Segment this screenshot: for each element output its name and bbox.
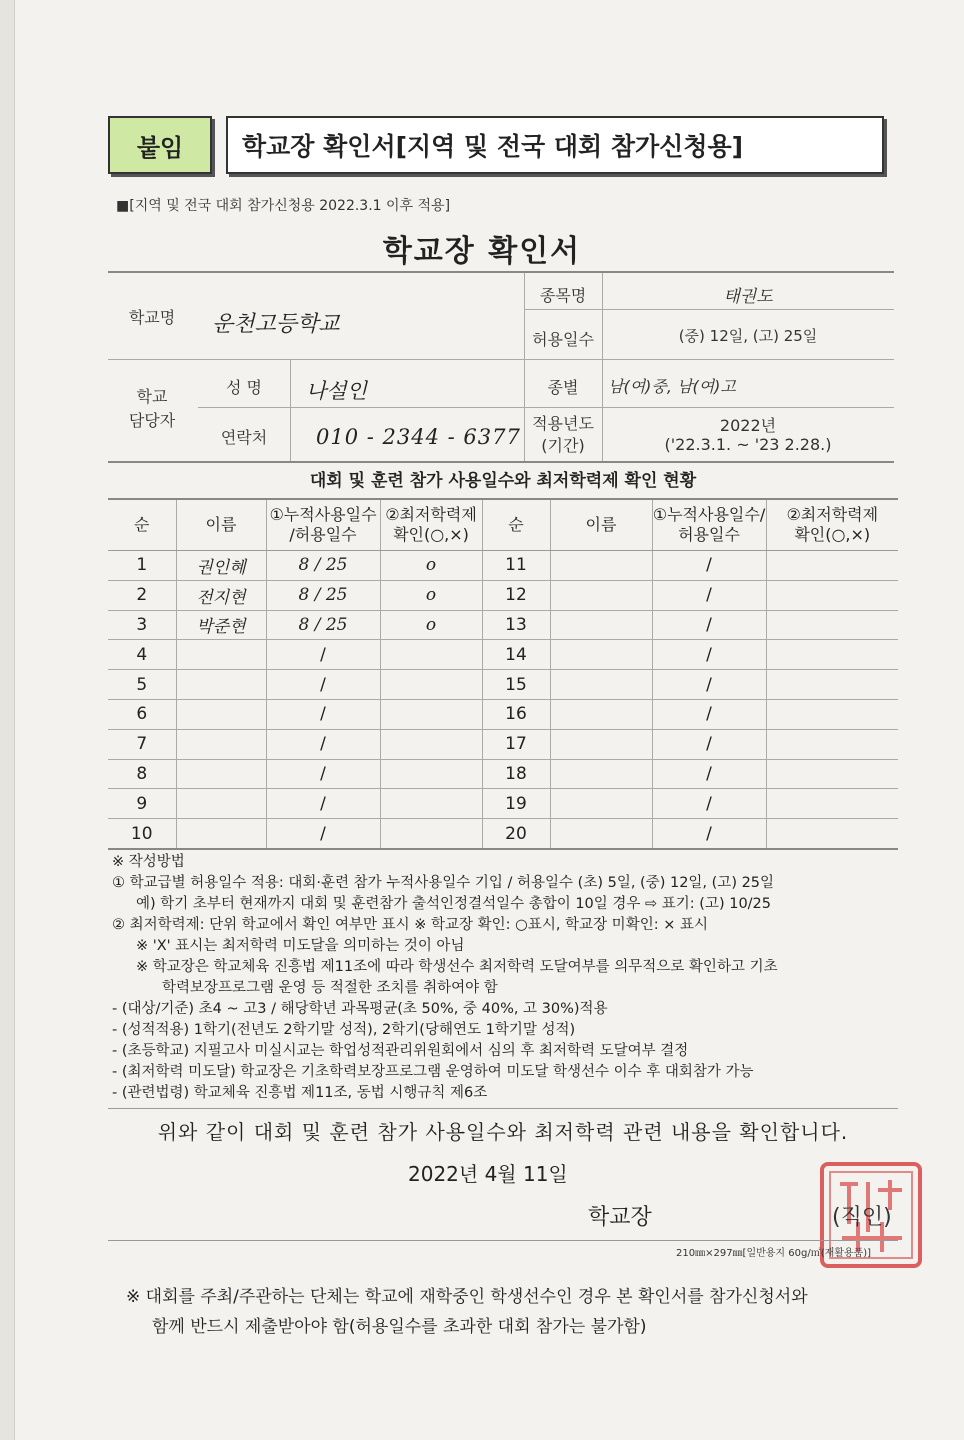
contact-value: 010 - 2344 - 6377 — [316, 425, 521, 449]
table-row — [108, 610, 898, 640]
row-number: 1 — [108, 551, 176, 581]
row-number-right: 13 — [482, 610, 550, 640]
note-example: 예) 학기 초부터 현재까지 대회 및 훈련참가 출석인정결석일수 총합이 10일 경우 ⇨ 표기: (고) 10/25 — [136, 896, 772, 912]
row-number-right: 16 — [482, 699, 550, 729]
academic-check — [380, 729, 482, 759]
table-row — [108, 789, 898, 819]
row-number: 9 — [108, 789, 176, 819]
gender-label: 종별 — [547, 378, 579, 397]
row-number-right: 19 — [482, 789, 550, 819]
allowed-days-value: (중) 12일, (고) 25일 — [678, 327, 818, 345]
row-number: 8 — [108, 759, 176, 789]
row-number-right: 17 — [482, 729, 550, 759]
athlete-name-right — [550, 729, 652, 759]
header-title: 학교장 확인서[지역 및 전국 대회 참가신청용] — [226, 116, 884, 174]
academic-check: o — [380, 551, 482, 581]
cumulative-days-right: / — [652, 610, 766, 640]
academic-check — [380, 759, 482, 789]
athlete-name — [176, 640, 266, 670]
footer-note — [126, 1282, 886, 1342]
page-edge — [0, 0, 15, 1440]
period-year: 2022년 — [719, 416, 777, 435]
athlete-name — [176, 670, 266, 700]
academic-check-right — [766, 610, 898, 640]
row-number-right: 11 — [482, 551, 550, 581]
header-name-right: 이름 — [550, 499, 652, 551]
athlete-name-right — [550, 580, 652, 610]
usage-table — [108, 498, 898, 850]
note-principal-duty-cont: 학력보장프로그램 운영 등 적절한 조치를 취하여야 함 — [162, 980, 498, 996]
academic-check-right — [766, 640, 898, 670]
note-related-law: - (관련법령) 학교체육 진흥법 제11조, 동법 시행규칙 제6조 — [112, 1085, 488, 1101]
academic-check-right — [766, 789, 898, 819]
academic-check-right — [766, 699, 898, 729]
row-number-right: 18 — [482, 759, 550, 789]
athlete-name — [176, 699, 266, 729]
signed-date: 2022년 4월 11일 — [408, 1162, 568, 1186]
footer-line-1: ※ 대회를 주최/주관하는 단체는 학교에 재학중인 학생선수인 경우 본 확인서를 참가신청서와 — [126, 1287, 808, 1307]
header-no: 순 — [108, 499, 176, 551]
table-row — [108, 640, 898, 670]
header-days-right: ①누적사용일수/ 허용일수 — [652, 499, 766, 551]
note-target: - (대상/기준) 초4 ~ 고3 / 해당학년 과목평균(초 50%, 중 40%, 고 30%)적용 — [112, 1001, 608, 1017]
academic-check: o — [380, 580, 482, 610]
period-label: 적용년도 (기간) — [532, 414, 594, 455]
footer-line-2: 함께 반드시 제출받아야 함(허용일수를 초과한 대회 참가는 불가함) — [152, 1317, 647, 1337]
cumulative-days-right: / — [652, 699, 766, 729]
note-principal-duty: ※ 학교장은 학교체육 진흥법 제11조에 따라 학생선수 최저학력 도달여부를 의무적으로 확인하고 기초 — [136, 959, 778, 975]
academic-check — [380, 670, 482, 700]
section-title: 대회 및 훈련 참가 사용일수와 최저학력제 확인 현황 — [309, 471, 697, 491]
athlete-name: 전지현 — [176, 580, 266, 610]
header-no-right: 순 — [482, 499, 550, 551]
divider — [108, 1108, 898, 1109]
note-minimum-academic: ② 최저학력제: 단위 학교에서 확인 여부만 표시 ※ 학교장 확인: ○표시, 학교장 미확인: × 표시 — [112, 917, 708, 933]
athlete-name — [176, 729, 266, 759]
name-label: 성 명 — [226, 378, 262, 397]
athlete-name-right — [550, 551, 652, 581]
academic-check — [380, 789, 482, 819]
row-number-right: 20 — [482, 819, 550, 849]
academic-check-right — [766, 729, 898, 759]
academic-check — [380, 819, 482, 849]
contact-label: 연락처 — [220, 428, 268, 447]
academic-check-right — [766, 670, 898, 700]
sport-value: 태권도 — [723, 287, 773, 307]
athlete-name — [176, 789, 266, 819]
cumulative-days-right: / — [652, 551, 766, 581]
cumulative-days: / — [266, 670, 380, 700]
cumulative-days: / — [266, 789, 380, 819]
header-days: ①누적사용일수 /허용일수 — [266, 499, 380, 551]
school-value: 운천고등학교 — [212, 312, 340, 337]
athlete-name-right — [550, 759, 652, 789]
confirmation-text: 위와 같이 대회 및 훈련 참가 사용일수와 최저학력 관련 내용을 확인합니다. — [157, 1120, 849, 1144]
table-row — [108, 670, 898, 700]
cumulative-days: / — [266, 640, 380, 670]
info-table — [108, 271, 894, 463]
table-row — [108, 699, 898, 729]
cumulative-days-right: / — [652, 729, 766, 759]
note-x-meaning: ※ 'X' 표시는 최저학력 미도달을 의미하는 것이 아님 — [136, 938, 465, 954]
header-name: 이름 — [176, 499, 266, 551]
athlete-name — [176, 759, 266, 789]
cumulative-days: 8 / 25 — [266, 610, 380, 640]
cumulative-days: / — [266, 699, 380, 729]
cumulative-days-right: / — [652, 640, 766, 670]
athlete-name-right — [550, 640, 652, 670]
table-row — [108, 580, 898, 610]
athlete-name-right — [550, 610, 652, 640]
row-number-right: 15 — [482, 670, 550, 700]
row-number: 3 — [108, 610, 176, 640]
academic-check-right — [766, 580, 898, 610]
cumulative-days: / — [266, 819, 380, 849]
cumulative-days-right: / — [652, 819, 766, 849]
school-label: 학교명 — [128, 308, 176, 327]
note-allowed-days: ① 학교급별 허용일수 적용: 대회·훈련 참가 누적사용일수 기입 / 허용일수 (초) 5일, (중) 12일, (고) 25일 — [112, 875, 775, 891]
gender-value: 남(여)중, 남(여)고 — [608, 377, 736, 396]
cumulative-days: 8 / 25 — [266, 580, 380, 610]
cumulative-days-right: / — [652, 580, 766, 610]
cumulative-days-right: / — [652, 759, 766, 789]
athlete-name-right — [550, 789, 652, 819]
athlete-name-right — [550, 670, 652, 700]
academic-check: o — [380, 610, 482, 640]
writing-instructions — [112, 852, 902, 1104]
name-value: 나설인 — [306, 379, 367, 403]
row-number: 6 — [108, 699, 176, 729]
cumulative-days: 8 / 25 — [266, 551, 380, 581]
athlete-name-right — [550, 699, 652, 729]
principal-label: 학교장 — [588, 1205, 652, 1230]
table-row — [108, 729, 898, 759]
cumulative-days-right: / — [652, 789, 766, 819]
row-number-right: 12 — [482, 580, 550, 610]
cumulative-days: / — [266, 729, 380, 759]
academic-check — [380, 699, 482, 729]
athlete-name — [176, 819, 266, 849]
document-header — [108, 116, 898, 172]
athlete-name: 박준현 — [176, 610, 266, 640]
attachment-badge: 붙임 — [108, 116, 212, 174]
row-number: 4 — [108, 640, 176, 670]
sport-label: 종목명 — [539, 286, 587, 305]
academic-check-right — [766, 759, 898, 789]
note-elementary: - (초등학교) 지필고사 미실시교는 학업성적관리위원회에서 심의 후 최저학력 도달여부 결정 — [112, 1043, 689, 1059]
page-title: 학교장 확인서 — [382, 234, 582, 269]
athlete-name-right — [550, 819, 652, 849]
athlete-name: 권인혜 — [176, 551, 266, 581]
header-check-right: ②최저학력제 확인(○,×) — [766, 499, 898, 551]
manager-label: 학교 담당자 — [128, 387, 176, 430]
cumulative-days: / — [266, 759, 380, 789]
period-range: ('22.3.1. ~ '23 2.28.) — [664, 435, 832, 454]
header-check: ②최저학력제 확인(○,×) — [380, 499, 482, 551]
academic-check — [380, 640, 482, 670]
note-grades: - (성적적용) 1학기(전년도 2학기말 성적), 2학기(당해연도 1학기말 성적) — [112, 1022, 576, 1038]
cumulative-days-right: / — [652, 670, 766, 700]
row-number: 7 — [108, 729, 176, 759]
note-below-minimum: - (최저학력 미도달) 학교장은 기초학력보장프로그램 운영하여 미도달 학생선수 이수 후 대회참가 가능 — [112, 1064, 754, 1080]
table-row — [108, 759, 898, 789]
table-row — [108, 551, 898, 581]
divider-bottom — [108, 1240, 898, 1241]
row-number: 5 — [108, 670, 176, 700]
row-number-right: 14 — [482, 640, 550, 670]
allowed-days-label: 허용일수 — [532, 330, 594, 349]
paper-spec: 210㎜×297㎜[일반용지 60g/㎡(재활용품)] — [676, 1248, 872, 1259]
row-number: 2 — [108, 580, 176, 610]
seal-label: (직인) — [832, 1205, 892, 1230]
applicability-note: ■[지역 및 전국 대회 참가신청용 2022.3.1 이후 적용] — [116, 198, 451, 214]
academic-check-right — [766, 819, 898, 849]
academic-check-right — [766, 551, 898, 581]
row-number: 10 — [108, 819, 176, 849]
notes-title: ※ 작성방법 — [112, 854, 185, 870]
table-row — [108, 819, 898, 849]
